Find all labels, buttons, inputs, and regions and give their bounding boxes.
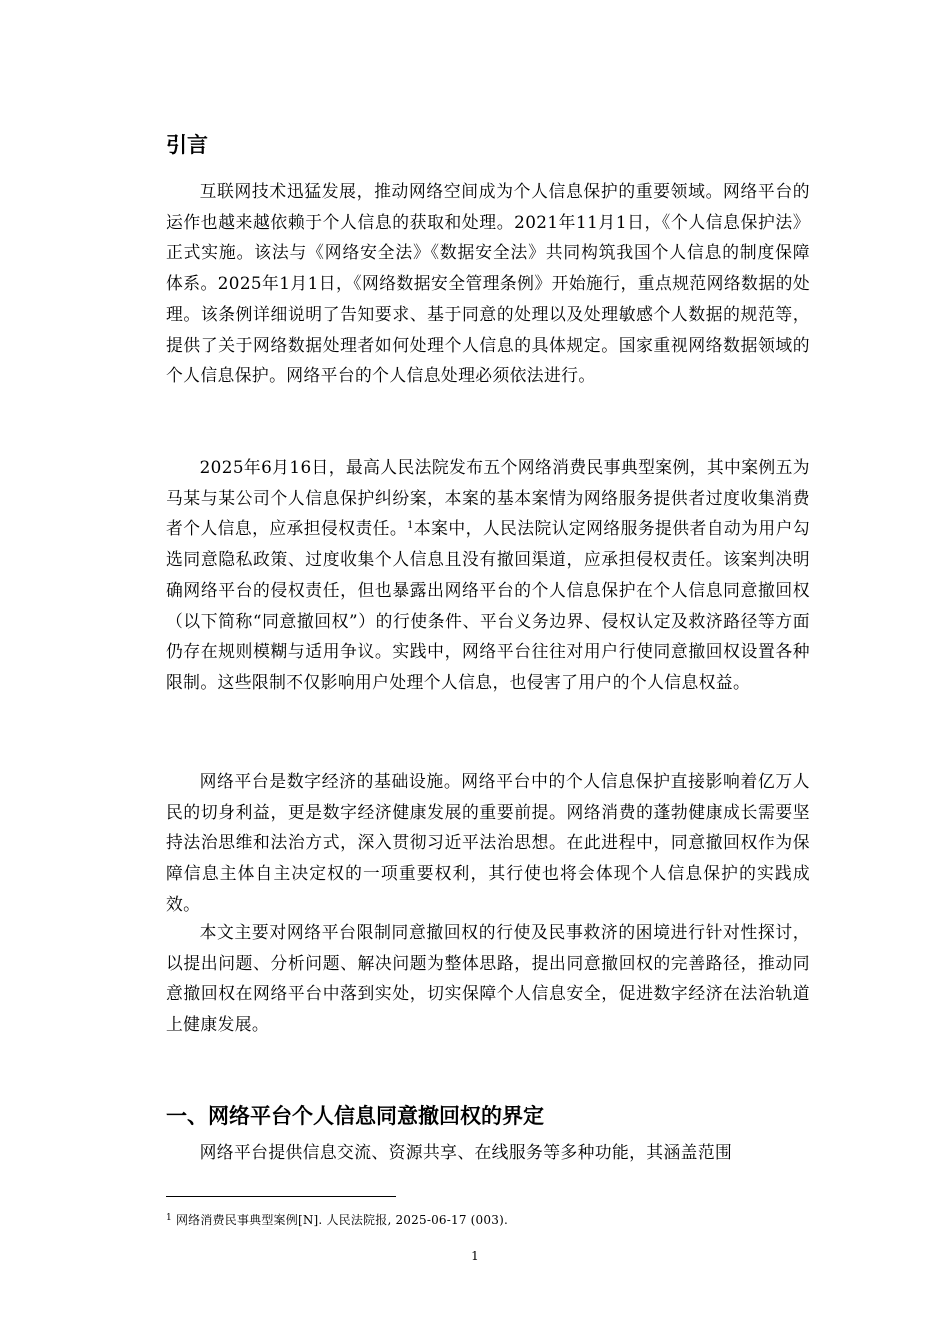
body-paragraph bbox=[166, 452, 810, 698]
body-paragraph: 网络平台是数字经济的基础设施。网络平台中的个人信息保护直接影响着亿万人民的切身利益，更是数字经济健康发展的重要前提。网络消费的蓬勃健康成长需要坚持法治思维和法治方式，深入贯彻习近平法治思想。在此进程中，同意撤回权作为保障信息主体自主决定权的一项重要权利，其行使也将会体现个人信息保护的实践成效。 bbox=[166, 771, 810, 914]
body-paragraph: 本文主要对网络平台限制同意撤回权的行使及民事救济的困境进行针对性探讨，以提出问题、分析问题、解决问题为整体思路，提出同意撤回权的完善路径，推动同意撤回权在网络平台中落到实处，切实保障个人信息安全，促进数字经济在法治轨道上健康发展。 bbox=[166, 922, 810, 1035]
footnote-marker: 1 bbox=[166, 1213, 172, 1223]
body-paragraph: 网络平台提供信息交流、资源共享、在线服务等多种功能，其涵盖范围 bbox=[199, 1142, 733, 1162]
section-heading-1: 一、网络平台个人信息同意撤回权的界定 bbox=[166, 1104, 544, 1128]
page-number: 1 bbox=[471, 1249, 479, 1263]
section-heading-intro: 引言 bbox=[166, 133, 208, 157]
paragraph-text: 本案中，人民法院认定网络服务提供者自动为用户勾选同意隐私政策、过度收集个人信息且没有撤回渠道，应承担侵权责任。该案判决明确网络平台的侵权责任，但也暴露出网络平台的个人信息保护在个人信息同意撤回权（以下简称“同意撤回权”）的行使条件、平台义务边界、侵权认定及救济路径等方面仍存在规则模糊与适用争议。实践中，网络平台往往对用户行使同意撤回权设置各种限制。这些限制不仅影响用户处理个人信息，也侵害了用户的个人信息权益。 bbox=[166, 518, 811, 692]
footnote-separator bbox=[166, 1196, 396, 1197]
footnote-reference[interactable]: 1 bbox=[407, 520, 414, 532]
footnote-text: 网络消费民事典型案例[N]. 人民法院报, 2025-06-17 (003). bbox=[175, 1213, 508, 1227]
paragraph-text: 2025年6月16日，最高人民法院发布五个网络消费民事典型案例，其中案例五为马某与某公司个人信息保护纠纷案，本案的基本案情为网络服务提供者过度收集消费者个人信息，应承担侵权责任。 bbox=[166, 457, 810, 539]
body-paragraph: 互联网技术迅猛发展，推动网络空间成为个人信息保护的重要领域。网络平台的运作也越来越依赖于个人信息的获取和处理。2021年11月1日，《个人信息保护法》正式实施。该法与《网络安全法》《数据安全法》共同构筑我国个人信息的制度保障体系。2025年1月1日，《网络数据安全管理条例》开始施行，重点规范网络数据的处理。该条例详细说明了告知要求、基于同意的处理以及处理敏感个人数据的规范等，提供了关于网络数据处理者如何处理个人信息的具体规定。国家重视网络数据领域的个人信息保护。网络平台的个人信息处理必须依法进行。 bbox=[166, 181, 810, 386]
footnote bbox=[166, 1212, 508, 1228]
